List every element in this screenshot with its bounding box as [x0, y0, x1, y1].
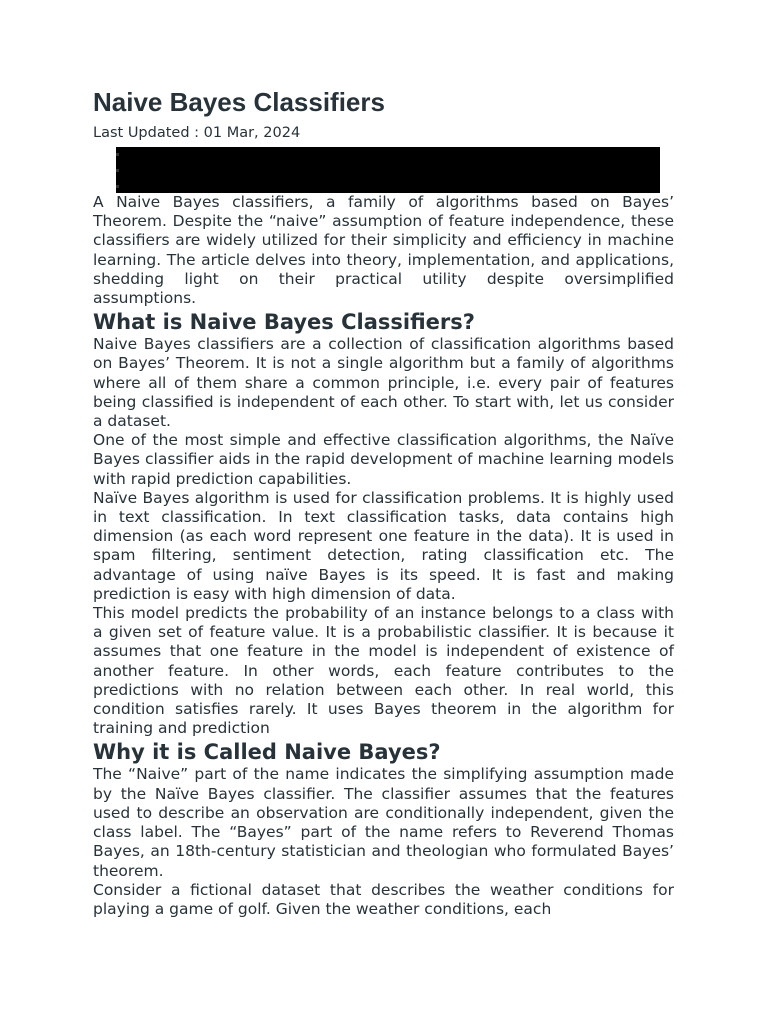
banner-mark: [116, 153, 119, 156]
paragraph: Consider a fictional dataset that describes the weather conditions for playing a game of golf. Given the weather conditions, each: [93, 880, 674, 918]
paragraph: This model predicts the probability of an instance belongs to a class with a given set of feature value. It is a probabilistic classifier. It is because it assumes that one feature in the model is independent of existence of another feature. In other words, each feature contributes to the predictions with no relation between each other. In real world, this condition satisfies rarely. It uses Bayes theorem in the algorithm for training and prediction: [93, 604, 674, 738]
last-updated-date: Last Updated : 01 Mar, 2024: [93, 125, 301, 141]
article-title: Naive Bayes Classifiers: [93, 87, 385, 117]
section-heading-what-is: What is Naive Bayes Classifiers?: [93, 310, 475, 335]
paragraph: The “Naive” part of the name indicates the simplifying assumption made by the Naïve Bayes classifier. The classifier assumes that the features used to describe an observation are conditionally independent, given the class label. The “Bayes” part of the name refers to Reverend Thomas Bayes, an 18th-century statistician and theologian who formulated Bayes’ theorem.: [93, 765, 674, 880]
intro-paragraph: A Naive Bayes classifiers, a family of algorithms based on Bayes’ Theorem. Despite the “naive” assumption of feature independence, these classifiers are widely utilized for their simplicity and efficiency in machine learning. The article delves into theory, implementation, and applications, shedding light on their practical utility despite oversimplified assumptions.: [93, 193, 674, 308]
section-heading-why-called: Why it is Called Naive Bayes?: [93, 740, 441, 765]
media-banner: [116, 147, 660, 193]
paragraph: Naive Bayes classifiers are a collection of classification algorithms based on Bayes’ Theorem. It is not a single algorithm but a family of algorithms where all of them share a common principle, i.e. every pair of features being classified is independent of each other. To start with, let us consider a dataset.: [93, 335, 674, 431]
banner-mark: [116, 185, 119, 188]
article: [93, 86, 674, 918]
paragraph: One of the most simple and effective classification algorithms, the Naïve Bayes classifier aids in the rapid development of machine learning models with rapid prediction capabilities.: [93, 431, 674, 488]
banner-mark: [116, 169, 119, 172]
paragraph: Naïve Bayes algorithm is used for classification problems. It is highly used in text classification. In text classification tasks, data contains high dimension (as each word represent one feature in the data). It is used in spam filtering, sentiment detection, rating classification etc. The advantage of using naïve Bayes is its speed. It is fast and making prediction is easy with high dimension of data.: [93, 488, 674, 603]
